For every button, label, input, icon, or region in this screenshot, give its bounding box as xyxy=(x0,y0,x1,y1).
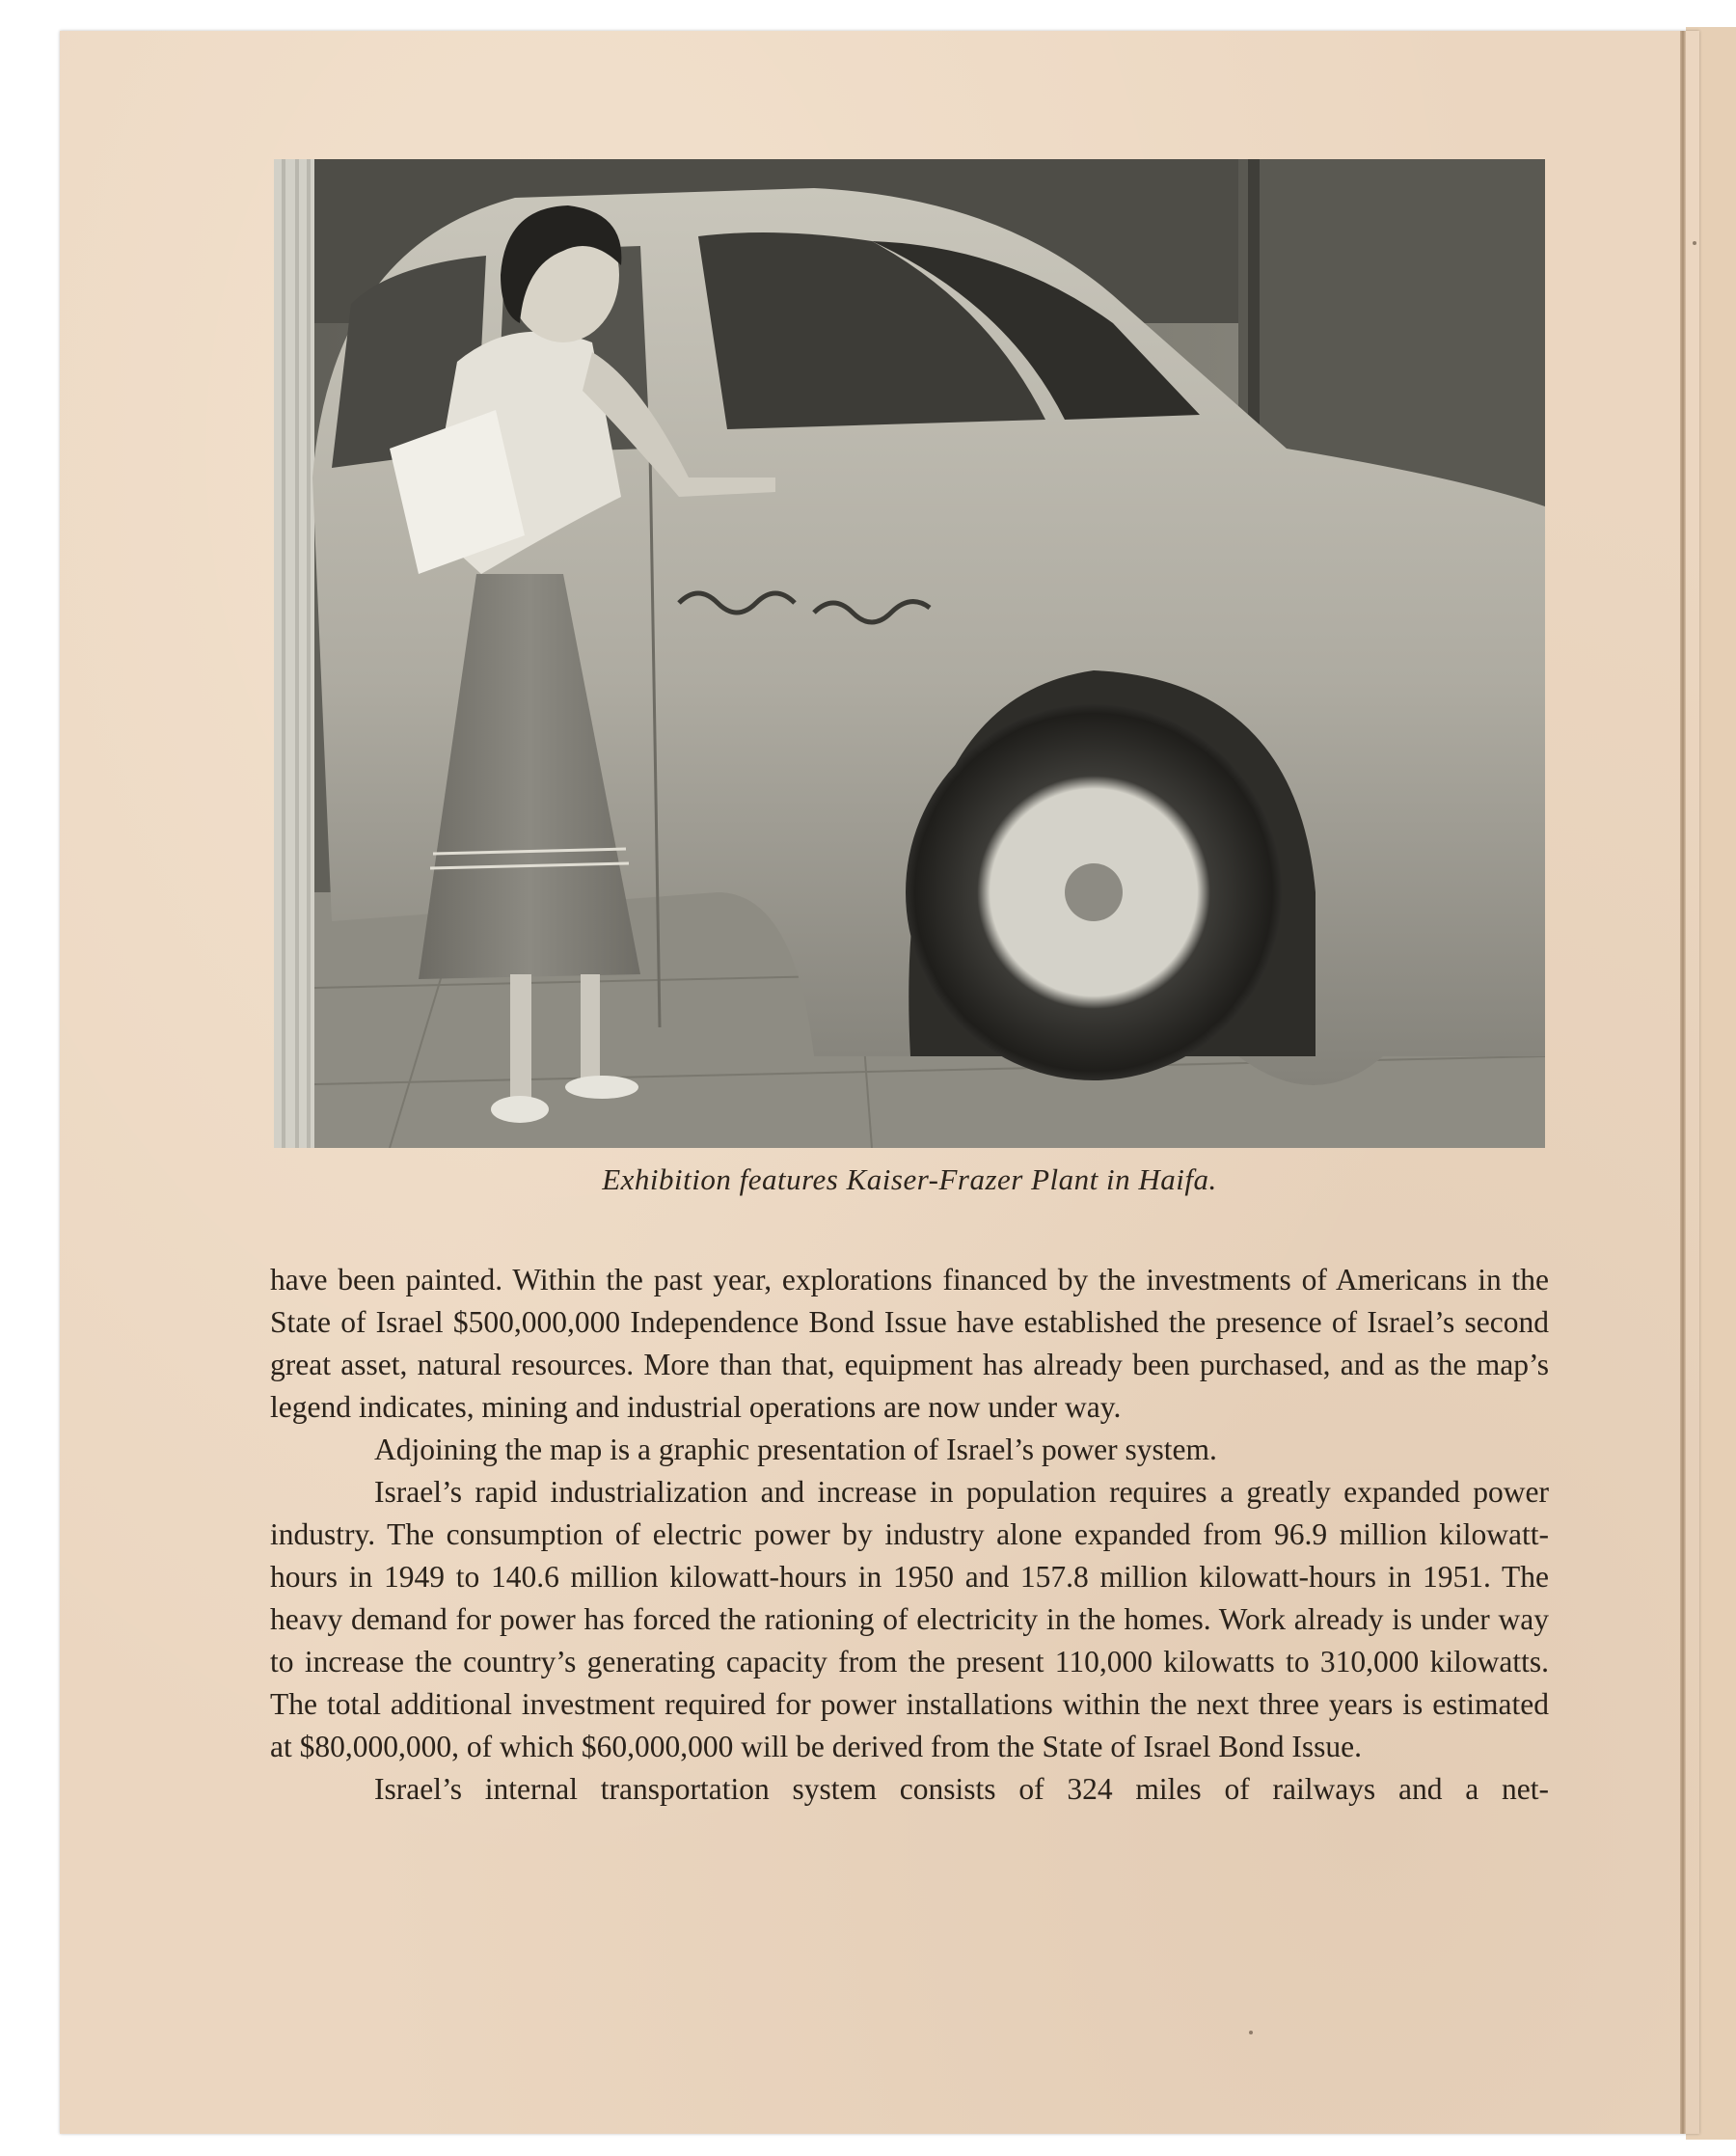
paragraph-4: Israel’s internal transportation system consists of 324 miles of railways and a net- xyxy=(374,1772,1549,1806)
paragraph-1: have been painted. Within the past year, explorations financed by the investments of Americans in the State of Israel $500,000,000 Independence Bond Issue have established the presence of Israel’s second great asset, natural resources. More than that, equipment has already been purchased, and as the map’s legend indicates, mining and industrial operations are now under way. xyxy=(270,1263,1549,1424)
body-text xyxy=(270,1259,1549,1811)
photo-caption: Exhibition features Kaiser-Frazer Plant in Haifa. xyxy=(602,1162,1217,1196)
paragraph-3: Israel’s rapid industrialization and increase in population requires a greatly expanded power industry. The consumption of electric power by industry alone expanded from 96.9 million kilowatt-hours in 1949 to 140.6 million kilowatt-hours in 1950 and 157.8 million kilowatt-hours in 1951. The heavy demand for power has forced the rationing of electricity in the homes. Work already is under way to increase the country’s generating capacity from the present 110,000 kilowatts to 310,000 kilowatts. The total additional investment required for power installations within the next three years is estimated at $80,000,000, of which $60,000,000 will be derived from the State of Israel Bond Issue. xyxy=(270,1475,1549,1763)
paper-speck xyxy=(1249,2031,1253,2034)
paragraph-2: Adjoining the map is a graphic presentation of Israel’s power system. xyxy=(374,1433,1217,1466)
car-exhibition-photo xyxy=(274,159,1545,1148)
paper-speck xyxy=(1693,241,1696,245)
photo-illustration xyxy=(274,159,1545,1148)
page-spine xyxy=(1680,31,1686,2134)
